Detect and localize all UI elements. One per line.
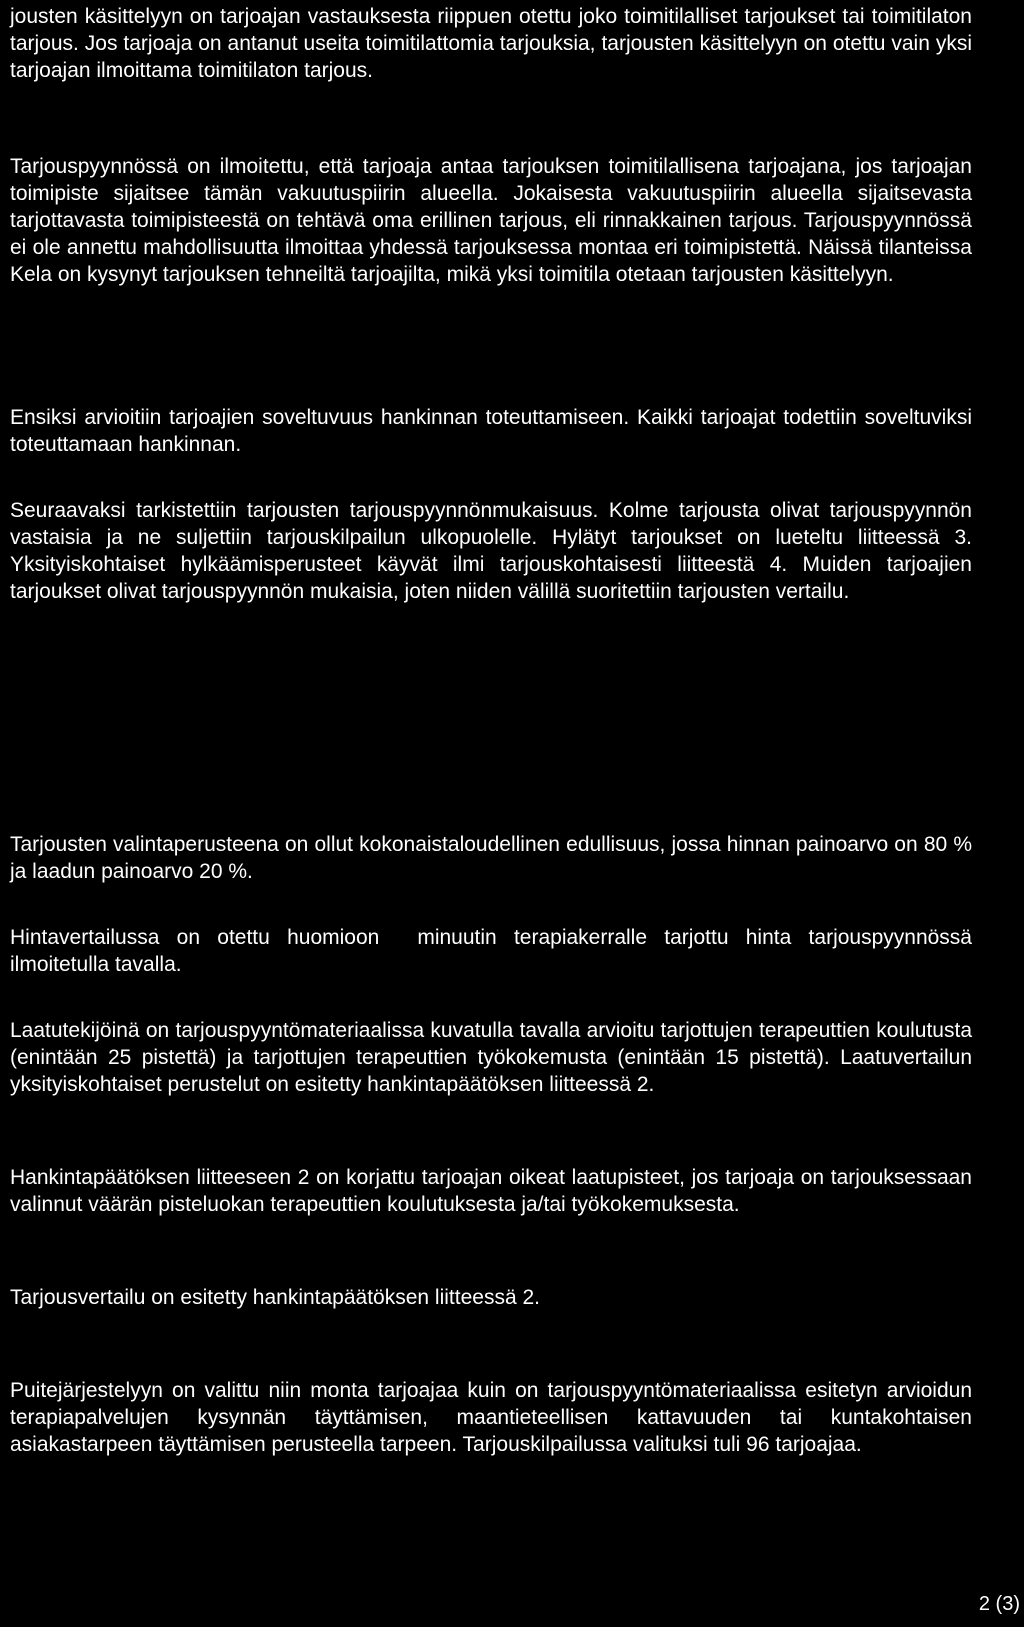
paragraph-compliance-check: Seuraavaksi tarkistettiin tarjousten tarjouspyynnönmukaisuus. Kolme tarjousta olivat tarjouspyynnön vastaisia ja ne suljettiin tarjouskilpailun ulkopuolelle. Hylätyt tarjoukset on lueteltu liitteessä 3. Yksityiskohtaiset hylkäämisperusteet käyvät ilmi tarjouskohtaisesti liitteestä 4. Muiden tarjoajien tarjoukset olivat tarjouspyynnön mukaisia, joten niiden välillä suoritettiin tarjousten vertailu. bbox=[10, 499, 972, 603]
paragraph-selection-criteria: Tarjousten valintaperusteena on ollut kokonaistaloudellinen edullisuus, jossa hinnan painoarvo on 80 % ja laadun painoarvo 20 %. bbox=[10, 833, 972, 883]
paragraph-offer-comparison: Tarjousvertailu on esitetty hankintapäätöksen liitteessä 2. bbox=[10, 1286, 540, 1309]
paragraph-offer-processing: jousten käsittelyyn on tarjoajan vastauksesta riippuen otettu joko toimitilalliset tarjoukset tai toimitilaton tarjous. Jos tarjoaja on antanut useita toimitilattomia tarjouksia, tarjousten käsittelyyn on otettu vain yksi tarjoajan ilmoittama toimitilaton tarjous. bbox=[10, 5, 972, 82]
paragraph-framework-selection: Puitejärjestelyyn on valittu niin monta tarjoajaa kuin on tarjouspyyntömateriaalissa esitetyn arvioidun terapiapalvelujen kysynnän täyttämisen, maantieteellisen kattavuuden tai kuntakohtaisen asiakastarpeen täyttämisen perusteella tarpeen. Tarjouskilpailussa valituksi tuli 96 tarjoajaa. bbox=[10, 1379, 972, 1456]
price-comparison-after-gap: minuutin terapiakerralle tarjottu hinta tarjouspyynnössä ilmoitetulla tavalla. bbox=[10, 926, 972, 976]
paragraph-quality-corrections: Hankintapäätöksen liitteeseen 2 on korjattu tarjoajan oikeat laatupisteet, jos tarjoaja on tarjouksessaan valinnut väärän pisteluokan terapeuttien koulutuksesta ja/tai työkokemuksesta. bbox=[10, 1166, 972, 1216]
paragraph-suitability-assessment: Ensiksi arvioitiin tarjoajien soveltuvuus hankinnan toteuttamiseen. Kaikki tarjoajat todettiin soveltuviksi toteuttamaan hankinnan. bbox=[10, 406, 972, 456]
paragraph-price-comparison bbox=[10, 924, 972, 978]
price-comparison-before-gap: Hintavertailussa on otettu huomioon bbox=[10, 926, 380, 949]
paragraph-quality-factors: Laatutekijöinä on tarjouspyyntömateriaalissa kuvatulla tavalla arvioitu tarjottujen terapeuttien koulutusta (enintään 25 pistettä) ja tarjottujen terapeuttien työkokemusta (enintään 15 pistettä). Laatuvertailun yksityiskohtaiset perustelut on esitetty hankintapäätöksen liitteessä 2. bbox=[10, 1019, 972, 1096]
paragraph-premises-offers: Tarjouspyynnössä on ilmoitettu, että tarjoaja antaa tarjouksen toimitilallisena tarjoajana, jos tarjoajan toimipiste sijaitsee tämän vakuutuspiirin alueella. Jokaisesta vakuutuspiirin alueella sijaitsevasta tarjottavasta toimipisteestä on tehtävä oma erillinen tarjous, eli rinnakkainen tarjous. Tarjouspyynnössä ei ole annettu mahdollisuutta ilmoittaa yhdessä tarjouksessa montaa eri toimipistettä. Näissä tilanteissa Kela on kysynyt tarjouksen tehneiltä tarjoajilta, mikä yksi toimitila otetaan tarjousten käsittelyyn. bbox=[10, 155, 972, 286]
page-number: 2 (3) bbox=[978, 1593, 1020, 1615]
